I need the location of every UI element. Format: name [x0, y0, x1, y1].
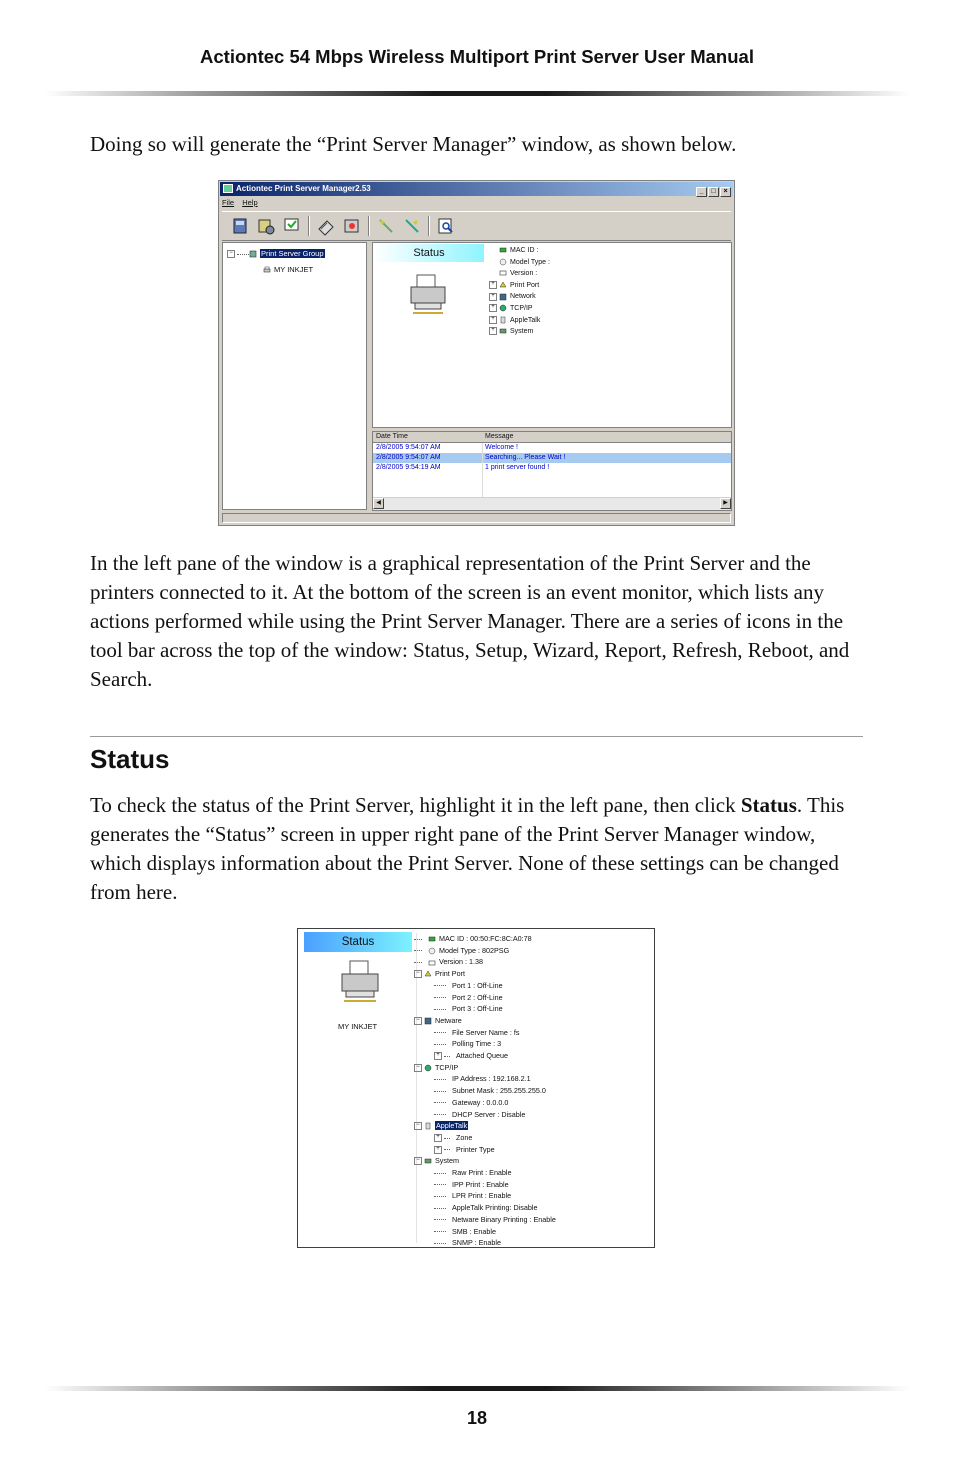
tree-row: IP Address : 192.168.2.1: [414, 1073, 556, 1085]
menu-file[interactable]: File: [222, 198, 235, 207]
status-detail-tree: [414, 933, 556, 1249]
status-paragraph: To check the status of the Print Server, highlight it in the left pane, then click Status. This generates the “Status” screen in upper right pane of the Print Server Manager window, which displays information about the Print Server. None of these settings can be changed from here.: [90, 793, 845, 904]
group-label: Print Server Group: [261, 249, 324, 258]
printer-icon: [338, 959, 382, 1005]
tree-row: DHCP Server : Disable: [414, 1109, 556, 1121]
event-monitor: [372, 431, 732, 511]
network-card-icon: [428, 935, 436, 943]
collapse-icon[interactable]: −: [414, 1157, 422, 1165]
tree-row: Netware Binary Printing : Enable: [414, 1214, 556, 1226]
version-icon: [499, 269, 507, 277]
tree-row: Raw Print : Enable: [414, 1167, 556, 1179]
tree-row[interactable]: + Network: [489, 291, 550, 303]
window-title: Actiontec Print Server Manager2.53: [236, 184, 371, 193]
status-banner: Status: [304, 932, 412, 952]
collapse-icon[interactable]: −: [414, 1017, 422, 1025]
globe-icon: [499, 304, 507, 312]
scroll-right-icon[interactable]: ▶: [720, 498, 731, 509]
tree-row[interactable]: − TCP/IP: [414, 1062, 556, 1074]
printer-icon: [407, 273, 449, 317]
status-tree: [489, 245, 550, 338]
menu-bar: [222, 198, 264, 207]
tree-row: MAC ID : 00:50:FC:8C:A0:78: [414, 933, 556, 945]
menu-help[interactable]: Help: [242, 198, 258, 207]
minimize-button[interactable]: _: [696, 187, 707, 197]
tree-row[interactable]: + TCP/IP: [489, 303, 550, 315]
app-icon: [223, 184, 233, 193]
message-column-header[interactable]: Message: [485, 433, 514, 440]
system-icon: [499, 327, 507, 335]
device-tree-pane: [222, 242, 367, 510]
section-rule: [90, 736, 863, 737]
expand-icon[interactable]: +: [489, 327, 497, 335]
tree-row: Port 2 : Off-Line: [414, 992, 556, 1004]
event-row[interactable]: 2/8/2005 9:54:07 AM Searching... Please Wait !: [373, 453, 731, 463]
tree-row: AppleTalk Printing: Disable: [414, 1202, 556, 1214]
tree-row: Gateway : 0.0.0.0: [414, 1097, 556, 1109]
tree-row[interactable]: + Attached Queue: [414, 1050, 556, 1062]
intro-paragraph: Doing so will generate the “Print Server Manager” window, as shown below.: [90, 132, 737, 156]
printer-icon: [263, 266, 271, 274]
tree-row[interactable]: + AppleTalk: [489, 315, 550, 327]
status-screen: [297, 928, 655, 1248]
tree-row: LPR Print : Enable: [414, 1190, 556, 1202]
running-header: Actiontec 54 Mbps Wireless Multiport Print Server User Manual: [200, 46, 754, 67]
tree-row: Version : 1.38: [414, 956, 556, 968]
system-icon: [424, 1157, 432, 1165]
horizontal-scrollbar[interactable]: [373, 497, 731, 510]
info-icon: [428, 947, 436, 955]
expand-icon[interactable]: +: [434, 1052, 442, 1060]
appletalk-icon: [424, 1122, 432, 1130]
event-row[interactable]: 2/8/2005 9:54:07 AM Welcome !: [376, 444, 518, 451]
tree-row[interactable]: + Print Port: [489, 280, 550, 292]
date-column-header[interactable]: Date Time: [376, 433, 408, 440]
tree-row: File Server Name : fs: [414, 1027, 556, 1039]
reboot-icon[interactable]: [376, 216, 396, 236]
tree-row: Subnet Mask : 255.255.255.0: [414, 1085, 556, 1097]
search-icon[interactable]: [436, 216, 456, 236]
globe-icon: [424, 1064, 432, 1072]
server-group-icon: [249, 250, 257, 258]
network-icon: [424, 1017, 432, 1025]
collapse-icon[interactable]: −: [227, 250, 235, 258]
expand-icon[interactable]: +: [489, 293, 497, 301]
version-icon: [428, 959, 436, 967]
port-icon: [424, 970, 432, 978]
event-header: [373, 432, 731, 443]
printer-name: MY INKJET: [338, 1022, 378, 1031]
tree-row: Version :: [489, 268, 550, 280]
tree-row[interactable]: − System: [414, 1155, 556, 1167]
expand-icon[interactable]: +: [489, 316, 497, 324]
tree-item-my-inkjet[interactable]: [263, 265, 313, 274]
column-divider: [482, 443, 483, 497]
expand-icon[interactable]: +: [489, 281, 497, 289]
toolbar: [222, 211, 731, 241]
network-icon: [499, 293, 507, 301]
bold-status: Status: [740, 793, 797, 817]
section-heading: Status: [90, 744, 170, 774]
description-paragraph: In the left pane of the window is a graphical representation of the Print Server and the printers connected to it. At the bottom of the screen is an event monitor, which lists any actions performed while using the Print Server Manager. There are a series of icons in the tool bar across the top of the window: Status, Setup, Wizard, Report, Refresh, Reboot, and Search.: [90, 551, 850, 691]
tree-row[interactable]: − Print Port: [414, 968, 556, 980]
info-icon: [499, 258, 507, 266]
scroll-left-icon[interactable]: ◀: [373, 498, 384, 509]
tree-row: Model Type :: [489, 257, 550, 269]
selected-tree-item: AppleTalk: [436, 1121, 468, 1131]
footer-rule: [44, 1386, 910, 1391]
tree-row[interactable]: + Zone: [414, 1132, 556, 1144]
status-banner: Status: [374, 244, 484, 262]
power-icon[interactable]: [402, 216, 422, 236]
expand-icon[interactable]: +: [434, 1134, 442, 1142]
tree-row[interactable]: + Printer Type: [414, 1144, 556, 1156]
window-titlebar: [220, 182, 733, 196]
tree-row: Polling Time : 3: [414, 1038, 556, 1050]
print-server-manager-window: [218, 180, 735, 526]
refresh-icon[interactable]: [342, 216, 362, 236]
tree-row: SMB : Enable: [414, 1226, 556, 1238]
maximize-button[interactable]: □: [708, 187, 719, 197]
collapse-icon[interactable]: −: [414, 970, 422, 978]
tree-item-print-server-group[interactable]: [227, 249, 325, 258]
appletalk-icon: [499, 316, 507, 324]
setup-icon[interactable]: [256, 216, 276, 236]
toolbar-separator: [428, 216, 430, 236]
tree-row[interactable]: − Netware: [414, 1015, 556, 1027]
tree-row: MAC ID :: [489, 245, 550, 257]
port-icon: [499, 281, 507, 289]
tree-row[interactable]: [414, 1120, 556, 1132]
event-row[interactable]: 2/8/2005 9:54:19 AM 1 print server found !: [376, 464, 550, 471]
expand-icon[interactable]: +: [434, 1146, 442, 1154]
tree-row: IPP Print : Enable: [414, 1179, 556, 1191]
status-icon[interactable]: [230, 216, 250, 236]
toolbar-separator: [308, 216, 310, 236]
status-pane: [372, 242, 732, 428]
tree-row: Port 3 : Off-Line: [414, 1003, 556, 1015]
collapse-icon[interactable]: −: [414, 1064, 422, 1072]
report-icon[interactable]: [316, 216, 336, 236]
expand-icon[interactable]: +: [489, 304, 497, 312]
toolbar-separator: [368, 216, 370, 236]
page-number: 18: [466, 1408, 488, 1428]
wizard-icon[interactable]: [282, 216, 302, 236]
tree-row: SNMP : Enable: [414, 1237, 556, 1249]
printer-label: MY INKJET: [274, 265, 314, 274]
collapse-icon[interactable]: −: [414, 1122, 422, 1130]
header-rule: [44, 91, 910, 96]
status-bar: [222, 513, 731, 523]
close-button[interactable]: ×: [720, 187, 731, 197]
tree-row: Model Type : 802PSG: [414, 945, 556, 957]
tree-row: Port 1 : Off-Line: [414, 980, 556, 992]
tree-row[interactable]: + System: [489, 326, 550, 338]
network-card-icon: [499, 246, 507, 254]
